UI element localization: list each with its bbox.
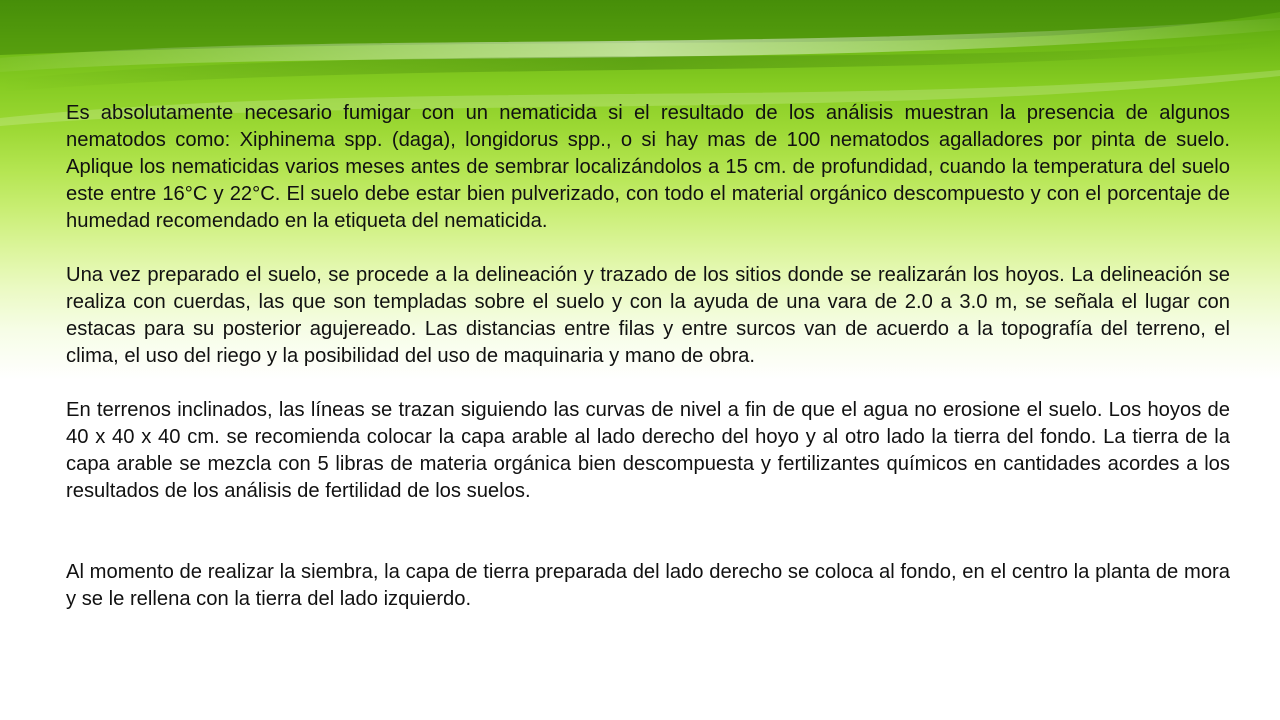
paragraph-4: Al momento de realizar la siembra, la capa de tierra preparada del lado derecho se coloca al fondo, en el centro la planta de mora y se le rellena con la tierra del lado izquierdo. [66,561,1230,610]
spacer [66,235,1230,262]
paragraph-1: Es absolutamente necesario fumigar con un nematicida si el resultado de los análisis muestran la presencia de algunos nematodos como: Xiphinema spp. (daga), longidorus spp., o si hay mas de 100 nematodos agalladores por pinta de suelo. Aplique los nematicidas varios meses antes de sembrar localizándolos a 15 cm. de profundidad, cuando la temperatura del suelo este entre 16°C y 22°C. El suelo debe estar bien pulverizado, con todo el material orgánico descompuesto y con el porcentaje de humedad recomendado en la etiqueta del nematicida. [66,102,1230,232]
paragraph-2: Una vez preparado el suelo, se procede a la delineación y trazado de los sitios donde se realizarán los hoyos. La delineación se realiza con cuerdas, las que son templadas sobre el suelo y con la ayuda de una vara de 2.0 a 3.0 m, se señala el lugar con estacas para su posterior agujereado. Las distancias entre filas y entre surcos van de acuerdo a la topografía del terreno, el clima, el uso del riego y la posibilidad del uso de maquinaria y mano de obra. [66,264,1230,367]
paragraph-3: En terrenos inclinados, las líneas se trazan siguiendo las curvas de nivel a fin de que el agua no erosione el suelo. Los hoyos de 40 x 40 x 40 cm. se recomienda colocar la capa arable al lado derecho del hoyo y al otro lado la tierra del fondo. La tierra de la capa arable se mezcla con 5 libras de materia orgánica bien descompuesta y fertilizantes químicos en cantidades acordes a los resultados de los análisis de fertilidad de los suelos. [66,399,1230,502]
spacer [66,370,1230,397]
spacer [66,505,1230,559]
content-body [66,100,1230,613]
